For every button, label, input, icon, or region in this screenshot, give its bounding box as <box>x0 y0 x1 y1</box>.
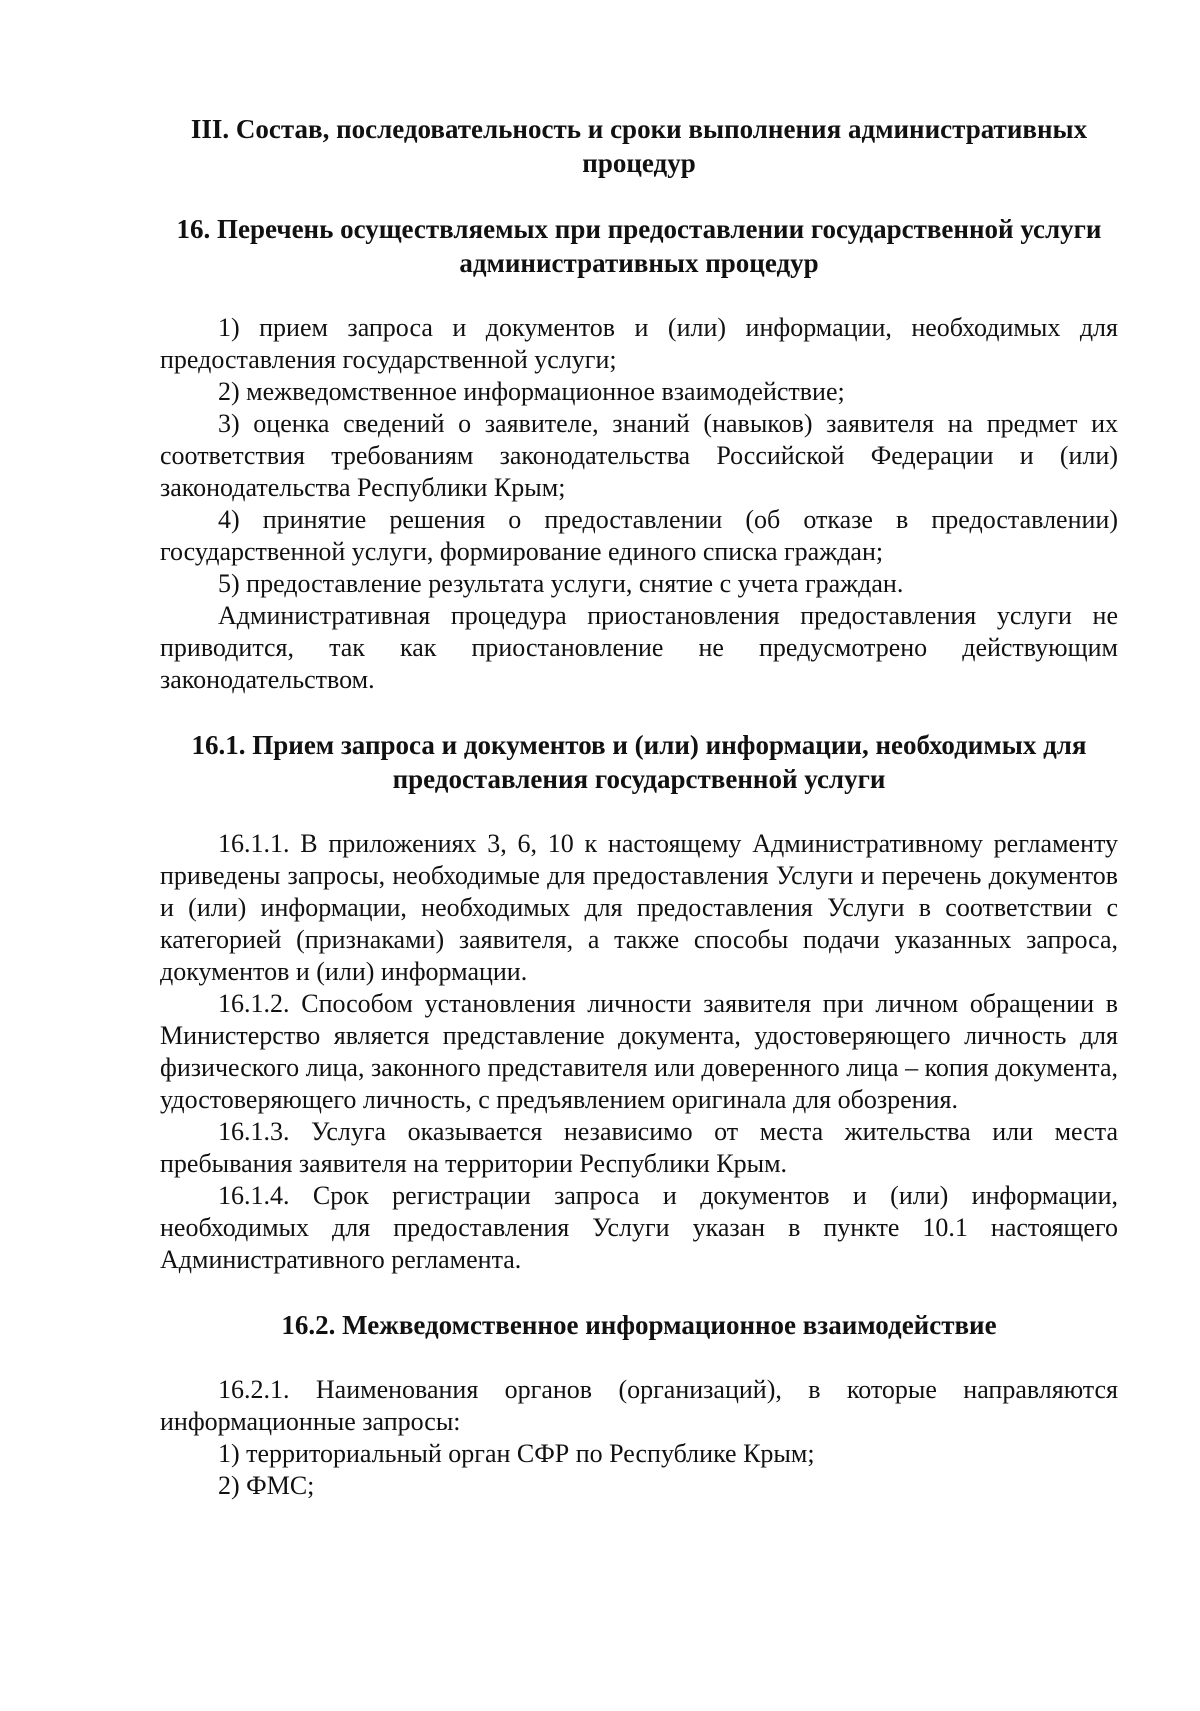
list-item: 1) территориальный орган СФР по Республике Крым; <box>218 1439 815 1468</box>
list-item: 2) ФМС; <box>218 1471 315 1500</box>
paragraph: Административная процедура приостановления предоставления услуги не приводится, так как приостановление не предусмотрено действующим законодательством. <box>160 601 1118 694</box>
paragraph: 16.1.3. Услуга оказывается независимо от места жительства или места пребывания заявителя на территории Республики Крым. <box>160 1117 1118 1178</box>
list-item: 4) принятие решения о предоставлении (об отказе в предоставлении) государственной услуги, формирование единого списка граждан; <box>160 505 1118 566</box>
section-16-1-body <box>160 828 1118 1276</box>
paragraph: 16.1.1. В приложениях 3, 6, 10 к настоящему Административному регламенту приведены запросы, необходимые для предоставления Услуги и перечень документов и (или) информации, необходимых для предоставления Услуги в соответствии с категорией (признаками) заявителя, а также способы подачи указанных запроса, документов и (или) информации. <box>160 829 1118 986</box>
section-16-2-title: 16.2. Межведомственное информационное взаимодействие <box>281 1310 997 1340</box>
paragraph: 16.1.2. Способом установления личности заявителя при личном обращении в Министерство является представление документа, удостоверяющего личность для физического лица, законного представителя или доверенного лица – копия документа, удостоверяющего личность, с предъявлением оригинала для обозрения. <box>160 989 1118 1114</box>
paragraph: 16.2.1. Наименования органов (организаций), в которые направляются информационные запросы: <box>160 1375 1118 1436</box>
section-16-2-body <box>160 1374 1118 1502</box>
paragraph: 16.1.4. Срок регистрации запроса и документов и (или) информации, необходимых для предоставления Услуги указан в пункте 10.1 настоящего Административного регламента. <box>160 1181 1118 1274</box>
list-item: 5) предоставление результата услуги, снятие с учета граждан. <box>218 569 904 598</box>
list-item: 1) прием запроса и документов и (или) информации, необходимых для предоставления государственной услуги; <box>160 313 1118 374</box>
section-title: III. Состав, последовательность и сроки выполнения административных процедур <box>190 114 1088 178</box>
list-item: 2) межведомственное информационное взаимодействие; <box>218 377 845 406</box>
section-16-list <box>160 312 1118 696</box>
list-item: 3) оценка сведений о заявителе, знаний (навыков) заявителя на предмет их соответствия требованиям законодательства Российской Федерации и (или) законодательства Республики Крым; <box>160 409 1118 502</box>
section-16-1-title: 16.1. Прием запроса и документов и (или) информации, необходимых для предоставления государственной услуги <box>191 730 1087 794</box>
section-16-title: 16. Перечень осуществляемых при предоставлении государственной услуги административных процедур <box>176 214 1102 278</box>
